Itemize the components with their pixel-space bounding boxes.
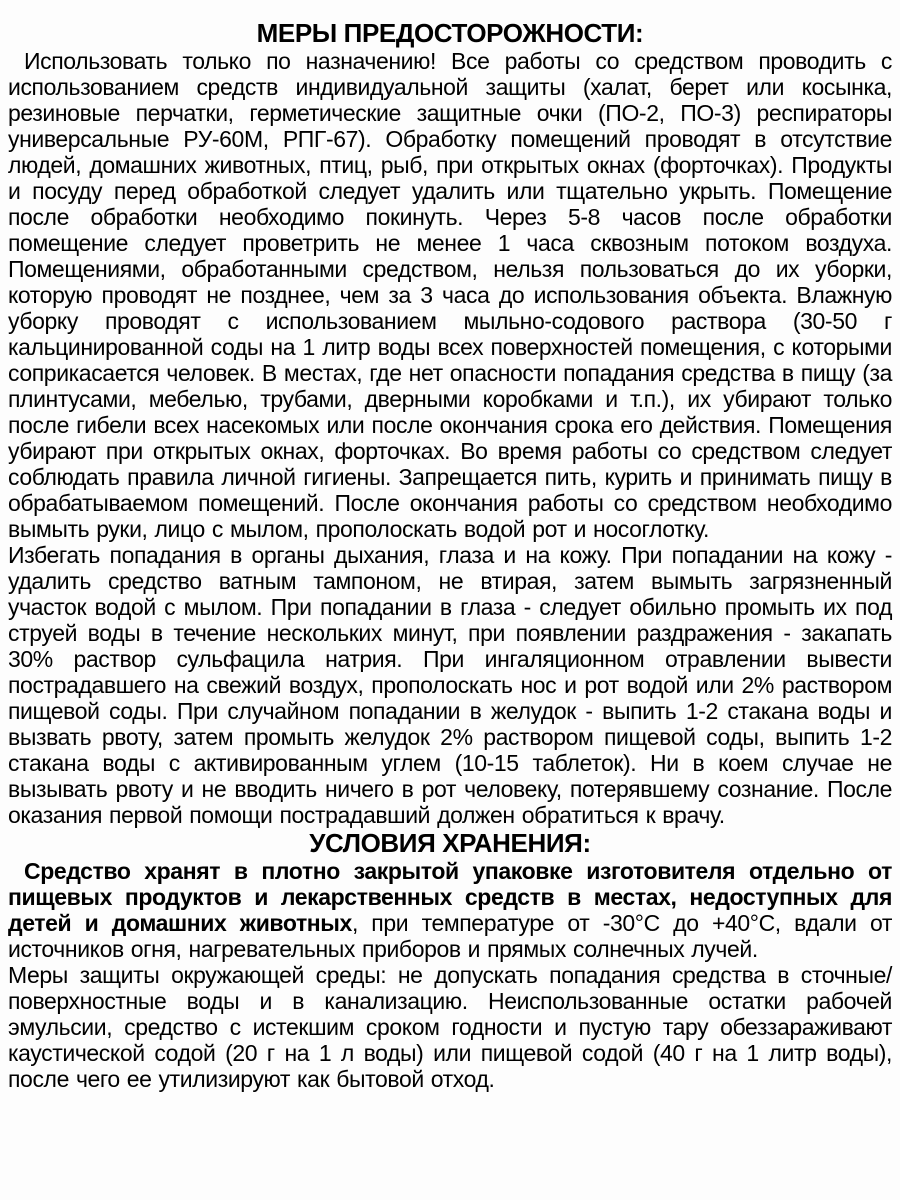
- paragraph-usage-precautions: Использовать только по назначению! Все работы со средством проводить с использованием средств индивидуальной защиты (халат, берет или косынка, резиновые перчатки, герметические защитные очки (ПО-2, ПО-3) респираторы универсальные РУ-60М, РПГ-67). Обработку помещений проводят в отсутствие людей, домашних животных, птиц, рыб, при открытых окнах (форточках). Продукты и посуду перед обработкой следует удалить или тщательно укрыть. Помещение после обработки необходимо покинуть. Через 5-8 часов после обработки помещение следует проветрить не менее 1 часа сквозным потоком воздуха. Помещениями, обработанными средством, нельзя пользоваться до их уборки, которую проводят не позднее, чем за 3 часа до использования объекта. Влажную уборку проводят с использованием мыльно-содового раствора (30-50 г кальцинированной соды на 1 литр воды всех поверхностей помещения, с которыми соприкасается человек. В местах, где нет опасности попадания средства в пищу (за плинтусами, мебелью, трубами, дверными коробками и т.п.), их убирают только после гибели всех насекомых или после окончания срока его действия. Помещения убирают при открытых окнах, форточках. Во время работы со средством следует соблюдать правила личной гигиены. Запрещается пить, курить и принимать пищу в обрабатываемом помещений. После окончания работы со средством необходимо вымыть руки, лицо с мылом, прополоскать водой рот и носоглотку.: [8, 48, 892, 542]
- paragraph-first-aid: Избегать попадания в органы дыхания, глаза и на кожу. При попадании на кожу - удалить средство ватным тампоном, не втирая, затем вымыть загрязненный участок водой с мылом. При попадании в глаза - следует обильно промыть их под струей воды в течение нескольких минут, при появлении раздражения - закапать 30% раствор сульфацила натрия. При ингаляционном отравлении вывести пострадавшего на свежий воздух, прополоскать нос и рот водой или 2% раствором пищевой соды. При случайном попадании в желудок - выпить 1-2 стакана воды и вызвать рвоту, затем промыть желудок 2% раствором пищевой соды, выпить 1-2 стакана воды с активированным углем (10-15 таблеток). Ни в коем случае не вызывать рвоту и не вводить ничего в рот человеку, потерявшему сознание. После оказания первой помощи пострадавший должен обратиться к врачу.: [8, 542, 892, 828]
- paragraph-storage-conditions: [8, 858, 892, 962]
- storage-regular-text: , при температуре от -30°С до +40°С, вдали от источников огня, нагревательных приборов и прямых солнечных лучей.: [8, 910, 892, 962]
- storage-bold-text: Средство хранят в плотно закрытой упаковке изготовителя отдельно от пищевых продуктов и лекарственных средств в местах, недоступных для детей и домашних животных: [8, 858, 892, 936]
- paragraph-environment-protection: Меры защиты окружающей среды: не допускать попадания средства в сточные/поверхностные воды и в канализацию. Неиспользованные остатки рабочей эмульсии, средство с истекшим сроком годности и пустую тару обеззараживают каустической содой (20 г на 1 л воды) или пищевой содой (40 г на 1 литр воды), после чего ее утилизируют как бытовой отход.: [8, 962, 892, 1092]
- section-heading-storage: УСЛОВИЯ ХРАНЕНИЯ:: [309, 828, 591, 858]
- section-heading-precautions: МЕРЫ ПРЕДОСТОРОЖНОСТИ:: [256, 18, 644, 48]
